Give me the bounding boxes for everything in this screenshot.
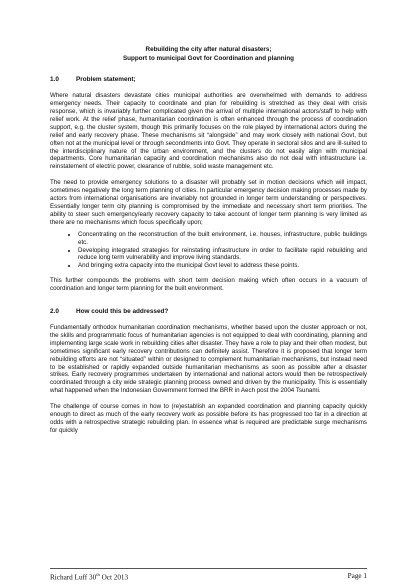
footer-author-date: Richard Luff 30th Oct 2013 [50,572,129,582]
section-2-title: How could this be addressed? [76,308,169,316]
section-1-heading [50,76,367,83]
section-2-paragraph-1: Fundamentally orthodox humanitarian coordination mechanisms, whether based upon the cluster approach or not, the skills and programmatic focus of humanitarian agencies is not equipped to deal with coordinating, planning and implementing large scale work in rebuilding cities after disaster. They have a role to play and their often modest, but sometimes significant early recovery contributions can definitely assist. Therefore it is proposed that longer term rebuilding efforts are not “situated” within or designed to complement humanitarian mechanisms, but instead need to be established or rapidly expanded outside humanitarian mechanisms as soon as possible after a disaster strikes. Early recovery programmes undertaken by international and national actors would then be retrospectively coordinated through a city wide strategic planning process owned and driven by the municipality. This is essentially what happened when the Indonesian Government formed the BRR in Aech post the 2004 Tsunami. [50,324,367,395]
page-footer [50,568,367,581]
section-2-number: 2.0 [50,308,59,316]
bullet-item: • Developing integrated strategies for reinstating infrastructure in order to facilitate rapid rebuilding and reduce long term vulnerability and improve living standards. [78,247,367,263]
bullet-item: • And bringing extra capacity into the municipal Govt level to address these points. [78,262,367,270]
section-1-number: 1.0 [50,76,59,84]
footer-page-number: Page 1 [347,572,367,580]
section-1-paragraph-1: Where natural disasters devastate cities municipal authorities are overwhelmed with demands to address emergency needs. Their capacity to coordinate and plan for rebuilding is stretched as they deal with crisis response, which is invariably further complicated given the arrival of multiple international actors/staff to help with relief work. At the relief phase, humanitarian coordination is often enhanced through the process of coordination support, e.g. the cluster system, though this primarily focuses on the role played by international actors during the relief and early recovery phase. These mechanisms sit “alongside” and may work closely with national Govt, but often not at the municipal level or through secondments into Govt. They operate in sectoral silos and are ill-suited to the interdisciplinary nature of the urban environment, and the clusters do not easily align with municipal departments. Core humanitarian capacity and coordination mechanisms also do not deal with infrastructure i.e. reinstatement of electric power, clearance of rubble, solid waste management etc. [50,92,367,171]
section-2-heading [50,308,367,315]
section-1-title: Problem statement; [76,76,136,84]
title-line-1: Rebuilding the city after natural disasters; [145,46,272,53]
section-1-bullet-list [50,231,367,271]
section-2-paragraph-2: The challenge of course comes in how to (re)establish an expanded coordination and planning capacity quickly enough to direct as much of the early recovery work as possible before its has progressed too far in a direction at odds with a retrospective strategic rebuilding plan. In essence what is required are predictable surge mechanisms for quickly [50,403,367,434]
document-title [50,46,367,63]
section-1-paragraph-2: The need to provide emergency solutions to a disaster will probably set in motion decisions which will impact, sometimes negatively the long term planning of cities. In particular emergency decision making processes made by actors from international organisations are invariably not grounded in longer term understanding or perspectives. Essentially longer term city planning is compromised by the immediate and necessary short term priorities. The ability to steer such emergency/early recovery capacity to take account of longer term planning is very limited as there are no mechanisms which focus specifically upon; [50,179,367,226]
section-1-paragraph-3: This further compounds the problems with short term decision making which often occurs in a vacuum of coordination and longer term planning for the built environment. [50,277,367,293]
title-line-2: Support to municipal Govt for Coordination and planning [122,54,295,62]
bullet-item: • Concentrating on the reconstruction of the built environment, i.e. houses, infrastructure, public buildings etc. [78,231,367,247]
